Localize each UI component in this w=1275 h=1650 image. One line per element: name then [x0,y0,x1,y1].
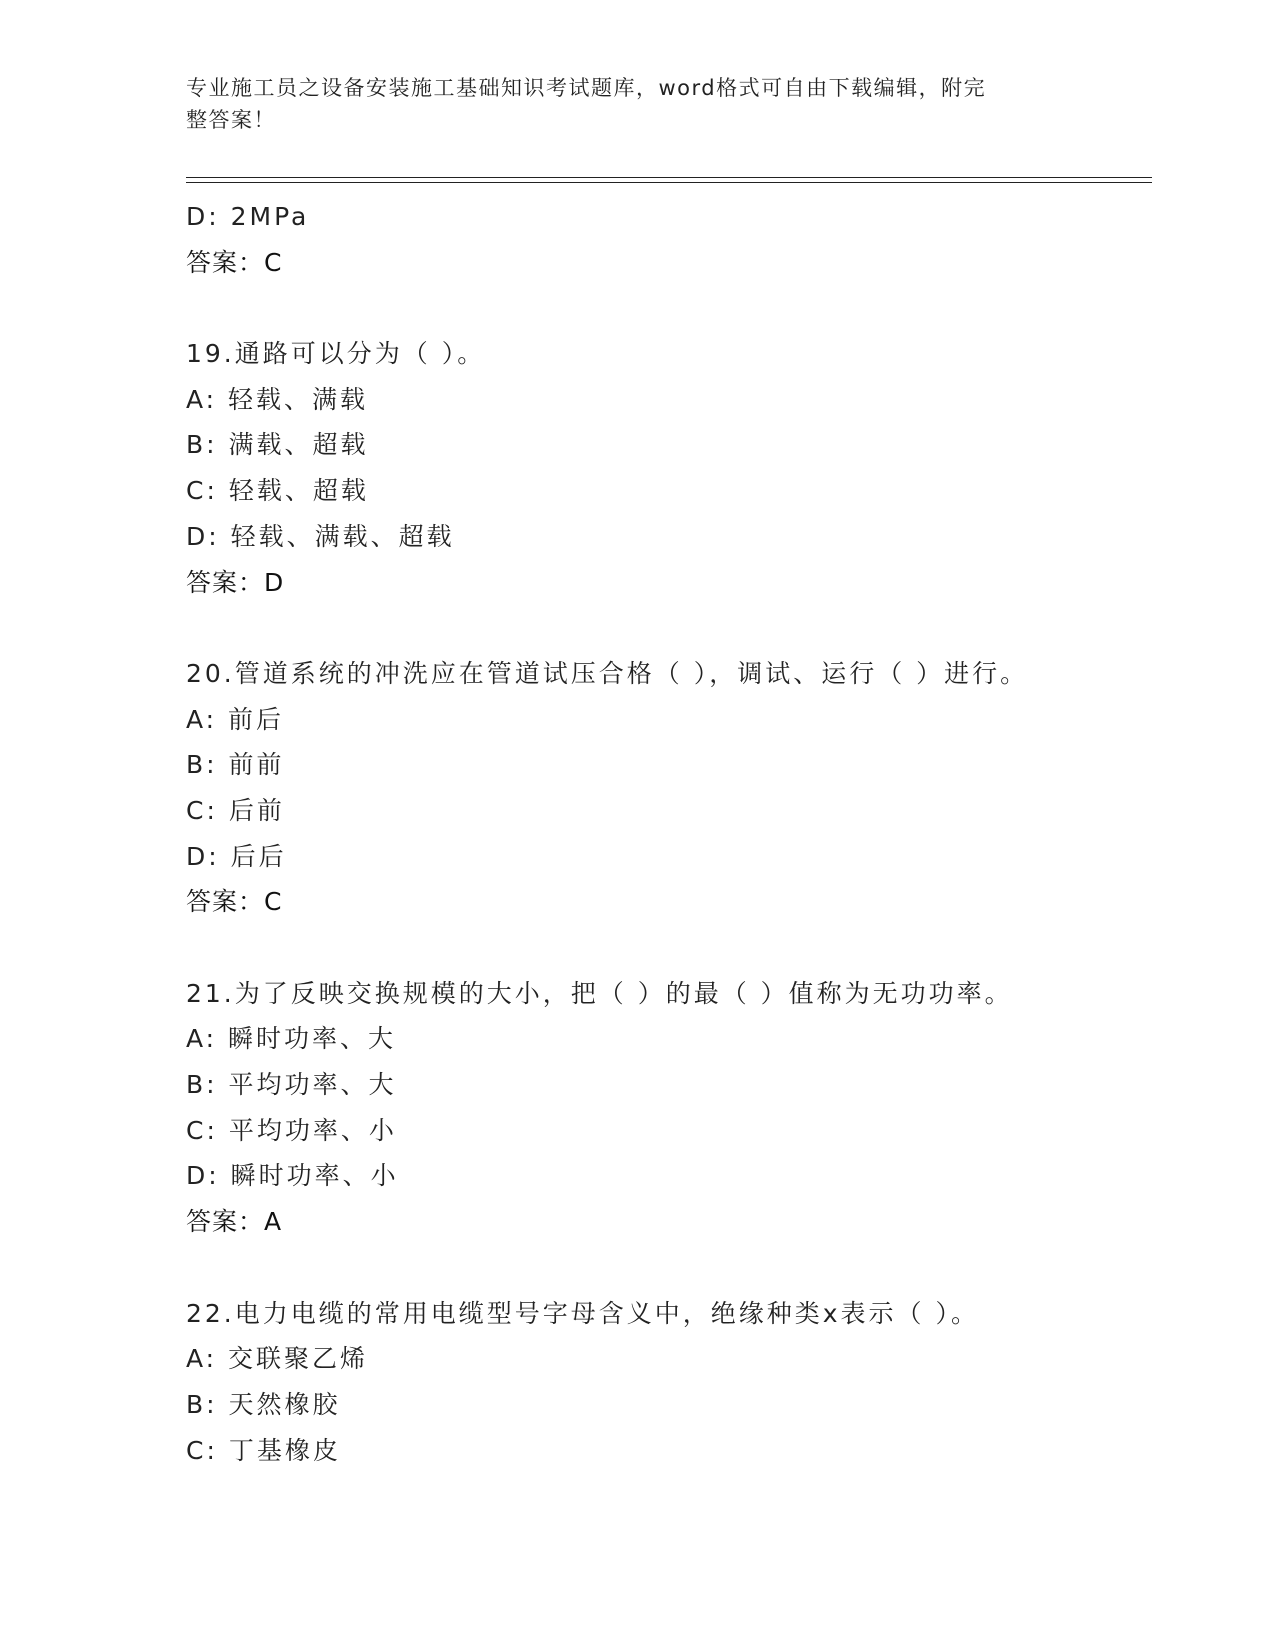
answer-text: 答案：D [186,567,285,597]
answer-text: 答案：C [186,247,283,277]
spacer [186,605,1146,651]
option-d: D: 轻载、满载、超载 [186,521,455,551]
header-line-1: 专业施工员之设备安装施工基础知识考试题库，word格式可自由下载编辑，附完 [186,76,987,100]
option-b: B: 前前 [186,750,285,780]
answer-text: 答案：A [186,1207,283,1237]
question-stem: 21.为了反映交换规模的大小，把（ ）的最（ ）值称为无功功率。 [186,978,1013,1008]
option-d: D: 后后 [186,841,287,871]
option-a: A: 前后 [186,704,285,734]
option-a: A: 交联聚乙烯 [186,1344,369,1374]
spacer [186,925,1146,971]
option-c: C: 丁基橡皮 [186,1435,341,1465]
question-list [186,194,1146,1473]
answer-text: 答案：C [186,887,283,917]
spacer [186,285,1146,331]
option-c: C: 后前 [186,795,285,825]
option-c: C: 平均功率、小 [186,1115,397,1145]
document-header [186,72,1066,136]
option-c: C: 轻载、超载 [186,476,369,506]
header-divider-top [186,177,1152,178]
question-stem: 20.管道系统的冲洗应在管道试压合格（ ），调试、运行（ ）进行。 [186,658,1029,688]
spacer [186,1245,1146,1291]
option-b: B: 平均功率、大 [186,1070,397,1100]
option-a: A: 轻载、满载 [186,384,369,414]
option-b: B: 天然橡胶 [186,1389,341,1419]
option-d: D: 2MPa [186,202,310,231]
option-b: B: 满载、超载 [186,430,369,460]
question-stem: 22.电力电缆的常用电缆型号字母含义中，绝缘种类x表示（ ）。 [186,1298,980,1328]
header-divider-bottom [186,182,1152,183]
question-stem: 19.通路可以分为（ ）。 [186,339,486,369]
header-line-2: 整答案！ [186,108,276,132]
option-a: A: 瞬时功率、大 [186,1024,397,1054]
option-d: D: 瞬时功率、小 [186,1161,399,1191]
